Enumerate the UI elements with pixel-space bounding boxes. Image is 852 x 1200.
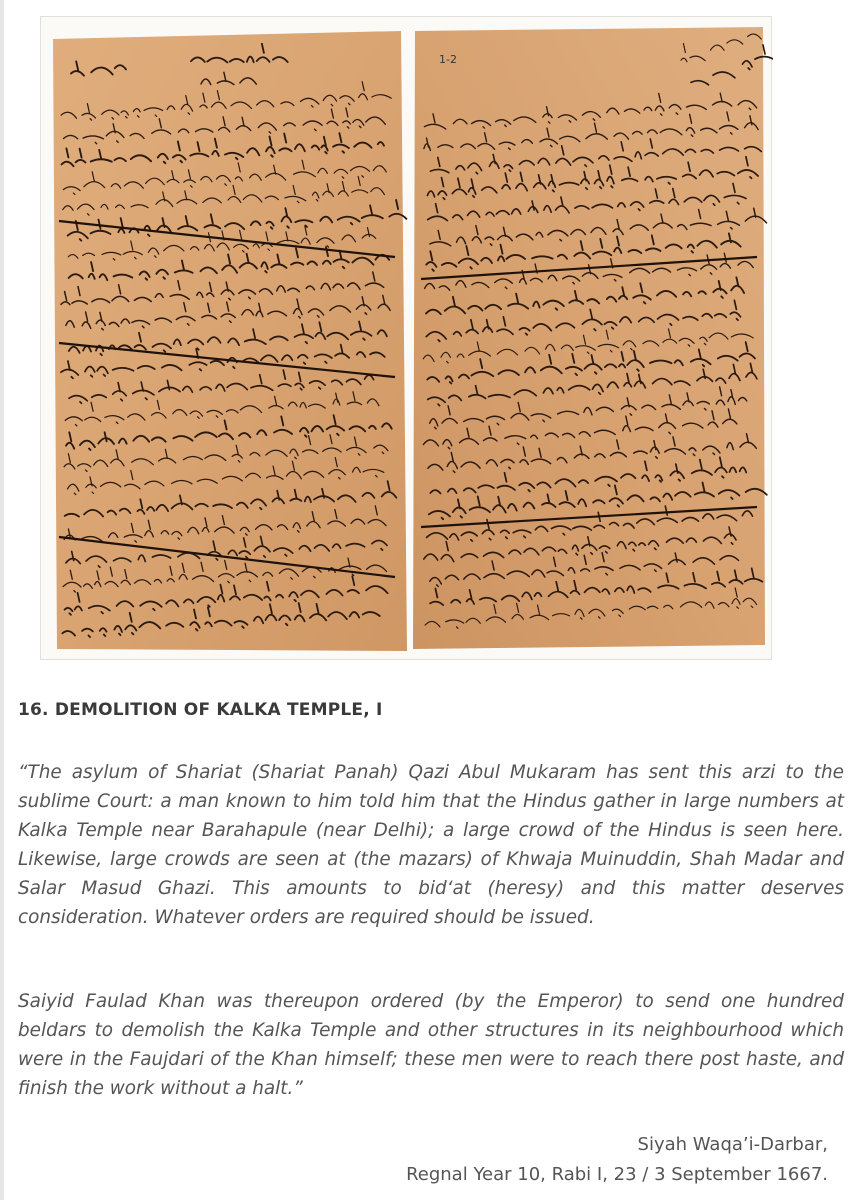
quote-paragraph-1: “The asylum of Shariat (Shariat Panah) Qazi Abul Mukaram has sent this arzi to the sublime Court: a man known to him told him that the Hindus gather in large numbers at Kalka Temple near Barahapule (near Delhi); a large crowd of the Hindus is seen here. Likewise, large crowds are seen at (the mazars) of Khwaja Muinuddin, Shah Madar and Salar Masud Ghazi. This amounts to bid‘at (heresy) and this matter deserves consideration. Whatever orders are required should be issued. xyxy=(18,762,844,928)
manuscript-image xyxy=(41,17,773,661)
quote-paragraph-2: Saiyid Faulad Khan was thereupon ordered (by the Emperor) to send one hundred beldars to demolish the Kalka Temple and other structures in its neighbourhood which were in the Faujdari of the Khan himself; these men were to reach there post haste, and finish the work without a halt.” xyxy=(18,991,844,1099)
source-citation-line-2: Regnal Year 10, Rabi I, 23 / 3 September 1667. xyxy=(406,1164,828,1185)
manuscript-photo xyxy=(40,16,772,660)
page-edge xyxy=(0,0,4,1200)
folio-label: 1-2 xyxy=(439,53,457,66)
manuscript-right-page xyxy=(413,27,765,649)
source-citation-line-1: Siyah Waqa’i-Darbar, xyxy=(637,1134,828,1155)
caption-heading: 16. DEMOLITION OF KALKA TEMPLE, I xyxy=(18,700,383,720)
